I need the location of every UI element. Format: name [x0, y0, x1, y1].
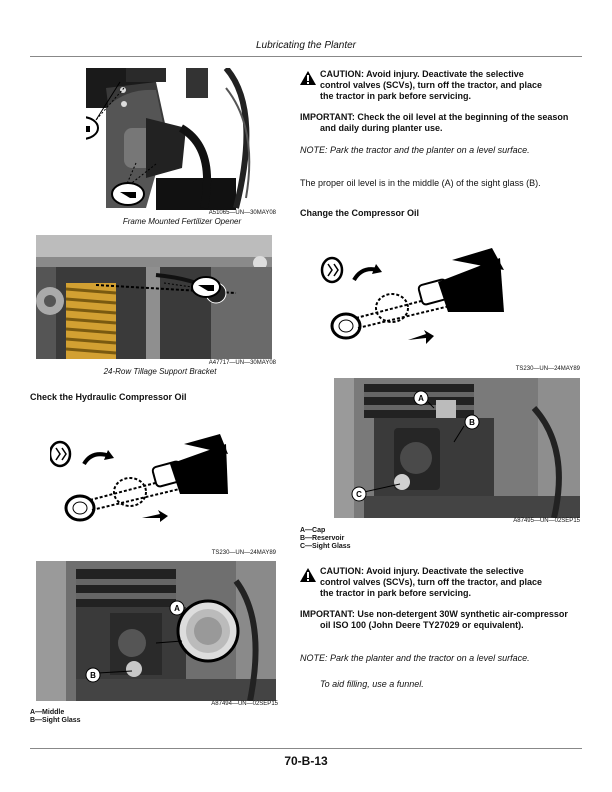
callout-label-b: B	[90, 671, 96, 680]
figure-reference: TS230—UN—24MAY89	[211, 550, 276, 556]
callout-label-c: C	[356, 490, 362, 499]
section-heading: Check the Hydraulic Compressor Oil	[30, 392, 187, 402]
figure-reference: A87494—UN—02SEP15	[211, 701, 278, 707]
legend-item: B—Reservoir	[300, 535, 345, 542]
figure-caption: 24-Row Tillage Support Bracket	[103, 367, 217, 376]
figure-legend	[300, 527, 351, 551]
callout-label-b: B	[469, 418, 475, 427]
page-header: Lubricating the Planter	[255, 40, 357, 51]
warning-icon	[300, 71, 316, 85]
fertilizer-opener-illustration	[86, 68, 274, 210]
callout-label-a: A	[174, 604, 180, 613]
figure-reference: A47717—UN—30MAY08	[208, 360, 276, 366]
legend-item: A—Middle	[30, 709, 65, 716]
legend-item: C—Sight Glass	[300, 543, 351, 550]
caution-block	[300, 566, 550, 599]
caution-text: CAUTION: Avoid injury. Deactivate the selective control valves (SCVs), turn off the tractor, and place the tractor in park before servicing.	[320, 566, 543, 598]
body-paragraph: The proper oil level is in the middle (A) of the sight glass (B).	[300, 178, 541, 188]
note-text: To aid filling, use a funnel.	[320, 679, 424, 689]
figure-reference: A51065—UN—30MAY08	[208, 210, 276, 216]
note-text: NOTE: Park the planter and the tractor on a level surface.	[300, 653, 530, 663]
important-text: IMPORTANT: Check the oil level at the beginning of the season and daily during planter use.	[300, 112, 569, 133]
warning-icon	[300, 568, 316, 582]
figure-reference: A87495—UN—02SEP15	[513, 518, 580, 524]
legend-item: A—Cap	[300, 527, 326, 534]
page-number: 70-B-13	[284, 754, 328, 768]
callout-label-a: A	[418, 394, 424, 403]
oil-cap-illustration	[50, 434, 228, 538]
tillage-bracket-illustration	[36, 235, 272, 359]
header-rule	[30, 56, 582, 57]
oil-cap-illustration	[320, 248, 504, 352]
caution-text: CAUTION: Avoid injury. Deactivate the selective control valves (SCVs), turn off the tractor, and place the tractor in park before servicing.	[320, 69, 543, 101]
legend-item: B—Sight Glass	[30, 717, 81, 724]
figure-legend	[30, 709, 81, 725]
caution-block	[300, 69, 550, 102]
note-text: NOTE: Park the tractor and the planter on a level surface.	[300, 145, 530, 155]
compressor-photo	[36, 561, 276, 701]
compressor-photo	[334, 378, 580, 518]
figure-reference: TS230—UN—24MAY89	[515, 366, 580, 372]
important-text: IMPORTANT: Use non-detergent 30W synthetic air-compressor oil ISO 100 (John Deere TY27029 or equivalent).	[300, 609, 568, 630]
section-heading: Change the Compressor Oil	[300, 208, 420, 218]
figure-caption: Frame Mounted Fertilizer Opener	[122, 217, 242, 226]
footer-rule	[30, 748, 582, 749]
